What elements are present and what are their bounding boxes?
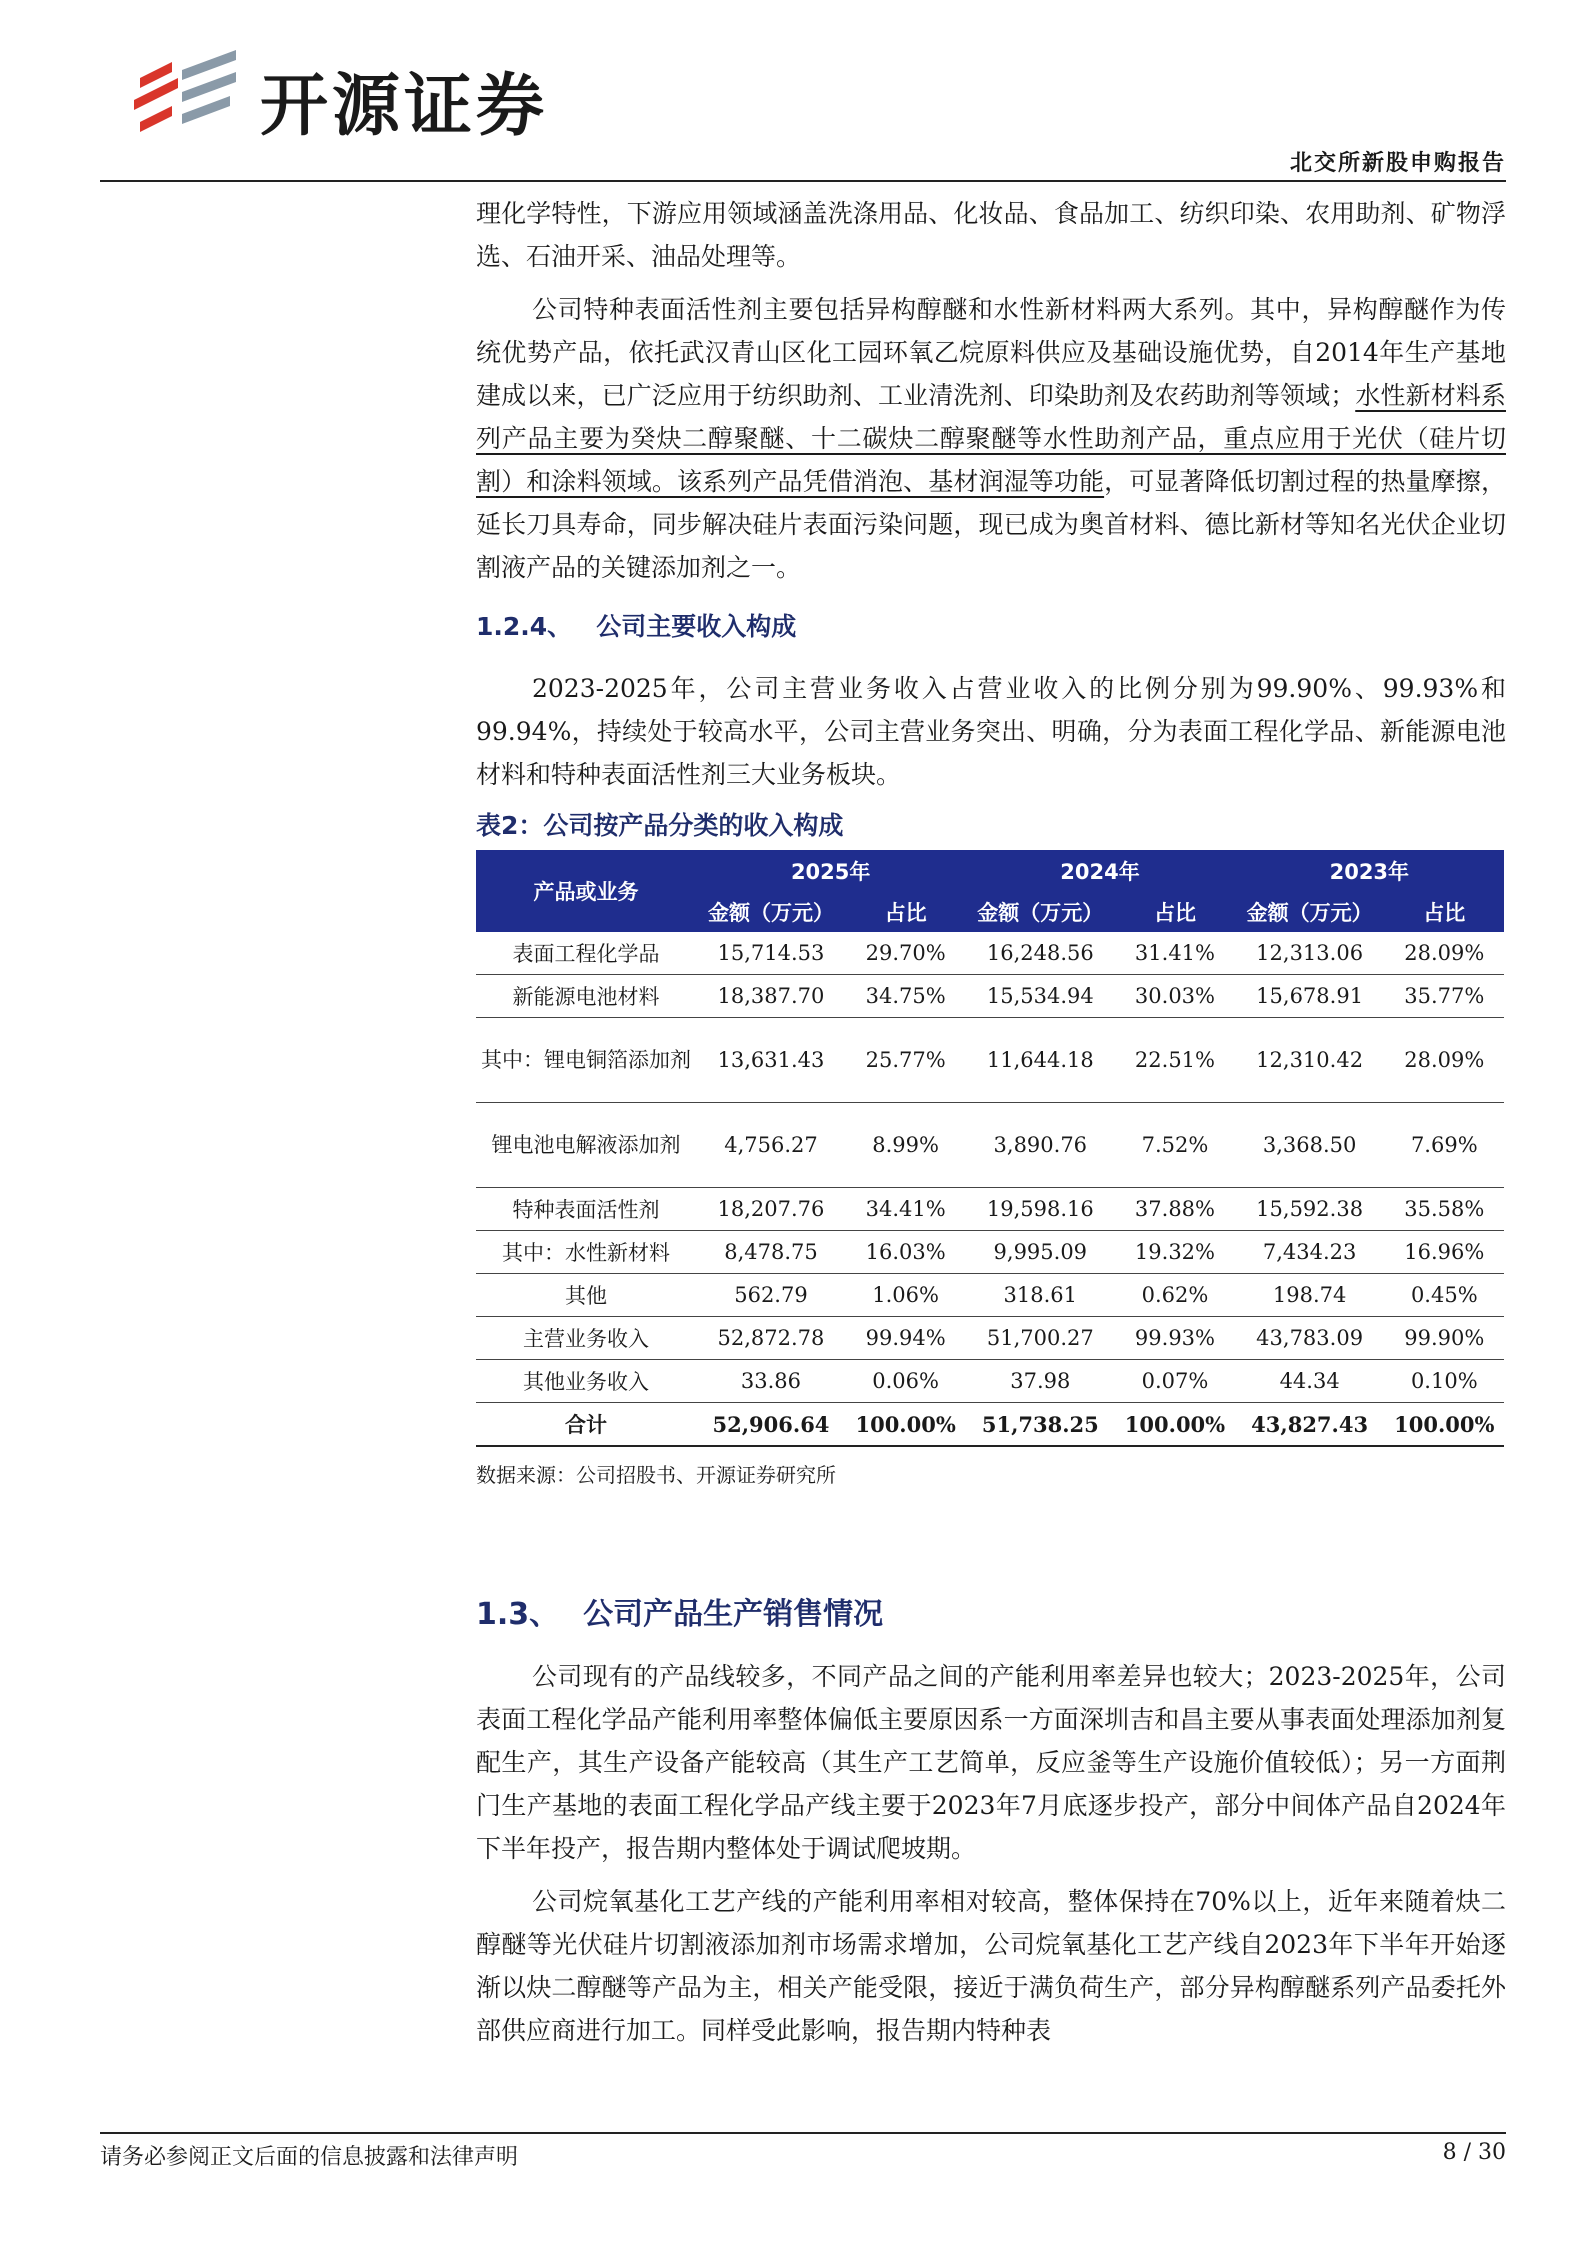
cell-amount: 4,756.27 (696, 1103, 846, 1188)
cell-amount: 15,534.94 (965, 975, 1115, 1018)
cell-ratio: 99.90% (1385, 1317, 1504, 1360)
row-label: 锂电池电解液添加剂 (476, 1103, 696, 1188)
cell-amount: 15,678.91 (1235, 975, 1385, 1018)
row-label: 合计 (476, 1403, 696, 1447)
cell-ratio: 7.69% (1385, 1103, 1504, 1188)
table-header-ratio: 占比 (1115, 891, 1234, 932)
table-header-ratio: 占比 (846, 891, 965, 932)
table-row (476, 1360, 1504, 1403)
cell-ratio: 34.75% (846, 975, 965, 1018)
cell-amount: 43,783.09 (1235, 1317, 1385, 1360)
cell-amount: 198.74 (1235, 1274, 1385, 1317)
paragraph-continued: 理化学特性，下游应用领域涵盖洗涤用品、化妆品、食品加工、纺织印染、农用助剂、矿物浮选、石油开采、油品处理等。 (476, 199, 1506, 271)
cell-ratio: 7.52% (1115, 1103, 1234, 1188)
cell-amount: 13,631.43 (696, 1018, 846, 1103)
footer-divider (100, 2132, 1506, 2134)
table-header-amount: 金额（万元） (696, 891, 846, 932)
cell-ratio: 1.06% (846, 1274, 965, 1317)
table-header-year: 2025年 (696, 850, 965, 891)
table-header-amount: 金额（万元） (965, 891, 1115, 932)
cell-ratio: 100.00% (846, 1403, 965, 1447)
cell-ratio: 16.03% (846, 1231, 965, 1274)
cell-amount: 12,313.06 (1235, 932, 1385, 975)
paragraph-alkoxylation: 公司烷氧基化工艺产线的产能利用率相对较高，整体保持在70%以上，近年来随着炔二醇醚等光伏硅片切割液添加剂市场需求增加，公司烷氧基化工艺产线自2023年下半年开始逐渐以炔二醇醚等产品为主，相关产能受限，接近于满负荷生产，部分异构醇醚系列产品委托外部供应商进行加工。同样受此影响，报告期内特种表 (476, 1887, 1506, 2045)
section-heading-1-3 (476, 1589, 1506, 1641)
table-row (476, 1274, 1504, 1317)
cell-ratio: 22.51% (1115, 1018, 1234, 1103)
paragraph-revenue-ratio: 2023-2025年，公司主营业务收入占营业收入的比例分别为99.90%、99.93%和99.94%，持续处于较高水平，公司主营业务突出、明确，分为表面工程化学品、新能源电池材料和特种表面活性剂三大业务板块。 (476, 674, 1506, 789)
row-label: 表面工程化学品 (476, 932, 696, 975)
cell-amount: 19,598.16 (965, 1188, 1115, 1231)
cell-ratio: 100.00% (1115, 1403, 1234, 1447)
cell-ratio: 19.32% (1115, 1231, 1234, 1274)
table-row (476, 1317, 1504, 1360)
page-number: 8 / 30 (1442, 2140, 1506, 2165)
cell-ratio: 35.77% (1385, 975, 1504, 1018)
row-label: 主营业务收入 (476, 1317, 696, 1360)
cell-ratio: 0.07% (1115, 1360, 1234, 1403)
cell-ratio: 0.10% (1385, 1360, 1504, 1403)
logo-mark-icon (132, 48, 242, 144)
section-number: 1.3、 (476, 1597, 560, 1632)
row-label: 特种表面活性剂 (476, 1188, 696, 1231)
table-caption: 表2：公司按产品分类的收入构成 (476, 811, 844, 840)
cell-ratio: 99.93% (1115, 1317, 1234, 1360)
cell-amount: 44.34 (1235, 1360, 1385, 1403)
cell-amount: 11,644.18 (965, 1018, 1115, 1103)
table-header-year: 2024年 (965, 850, 1234, 891)
section-title: 公司主要收入构成 (596, 612, 797, 641)
cell-amount: 3,368.50 (1235, 1103, 1385, 1188)
cell-ratio: 16.96% (1385, 1231, 1504, 1274)
cell-amount: 52,906.64 (696, 1403, 846, 1447)
cell-amount: 8,478.75 (696, 1231, 846, 1274)
cell-amount: 18,387.70 (696, 975, 846, 1018)
table-header-year: 2023年 (1235, 850, 1504, 891)
cell-amount: 37.98 (965, 1360, 1115, 1403)
cell-ratio: 29.70% (846, 932, 965, 975)
cell-amount: 12,310.42 (1235, 1018, 1385, 1103)
paragraph-capacity-utilization: 公司现有的产品线较多，不同产品之间的产能利用率差异也较大；2023-2025年，公司表面工程化学品产能利用率整体偏低主要原因系一方面深圳吉和昌主要从事表面处理添加剂复配生产，其生产设备产能较高（其生产工艺简单，反应釜等生产设施价值较低）；另一方面荆门生产基地的表面工程化学品产线主要于2023年7月底逐步投产，部分中间体产品自2024年下半年投产，报告期内整体处于调试爬坡期。 (476, 1662, 1506, 1863)
cell-ratio: 35.58% (1385, 1188, 1504, 1231)
row-label: 新能源电池材料 (476, 975, 696, 1018)
cell-ratio: 0.62% (1115, 1274, 1234, 1317)
cell-ratio: 28.09% (1385, 932, 1504, 975)
row-label: 其中：水性新材料 (476, 1231, 696, 1274)
cell-amount: 15,592.38 (1235, 1188, 1385, 1231)
report-type-label: 北交所新股申购报告 (1289, 151, 1506, 176)
cell-amount: 52,872.78 (696, 1317, 846, 1360)
table-header-amount: 金额（万元） (1235, 891, 1385, 932)
company-logo (132, 48, 602, 144)
header-divider (100, 180, 1506, 182)
cell-amount: 51,700.27 (965, 1317, 1115, 1360)
cell-ratio: 0.06% (846, 1360, 965, 1403)
table-row (476, 1231, 1504, 1274)
table-total-row (476, 1403, 1504, 1447)
cell-ratio: 30.03% (1115, 975, 1234, 1018)
table-header-product: 产品或业务 (476, 850, 696, 932)
cell-amount: 51,738.25 (965, 1403, 1115, 1447)
row-label: 其中：锂电铜箔添加剂 (476, 1018, 696, 1103)
cell-ratio: 99.94% (846, 1317, 965, 1360)
cell-ratio: 37.88% (1115, 1188, 1234, 1231)
table-row (476, 1018, 1504, 1103)
paragraph-segment: ，可显著降低切割过程的热量摩擦，延长刀具寿命，同步解决硅片表面污染问题，现已成为奥首材料、德比新材等知名光伏企业切割液产品的关键添加剂之一。 (476, 467, 1506, 582)
cell-amount: 16,248.56 (965, 932, 1115, 975)
section-heading-1-2-4 (476, 607, 1506, 647)
table-row (476, 1188, 1504, 1231)
cell-ratio: 8.99% (846, 1103, 965, 1188)
cell-amount: 3,890.76 (965, 1103, 1115, 1188)
main-content (476, 192, 1506, 2062)
cell-amount: 43,827.43 (1235, 1403, 1385, 1447)
table-row (476, 975, 1504, 1018)
footer-disclaimer: 请务必参阅正文后面的信息披露和法律声明 (100, 2145, 519, 2170)
cell-amount: 9,995.09 (965, 1231, 1115, 1274)
cell-ratio: 25.77% (846, 1018, 965, 1103)
data-source-note: 数据来源：公司招股书、开源证券研究所 (476, 1463, 836, 1487)
table-header-ratio: 占比 (1385, 891, 1504, 932)
row-label: 其他 (476, 1274, 696, 1317)
revenue-table (476, 850, 1504, 1447)
cell-amount: 33.86 (696, 1360, 846, 1403)
row-label: 其他业务收入 (476, 1360, 696, 1403)
paragraph-segment: 公司特种表面活性剂主要包括异构醇醚和水性新材料两大系列。其中，异构醇醚作为传统优势产品，依托武汉青山区化工园环氧乙烷原料供应及基础设施优势，自2014年生产基地建成以来，已广泛应用于纺织助剂、工业清洗剂、印染助剂及农药助剂等领域； (476, 295, 1506, 410)
cell-amount: 18,207.76 (696, 1188, 846, 1231)
cell-ratio: 28.09% (1385, 1018, 1504, 1103)
cell-ratio: 34.41% (846, 1188, 965, 1231)
underlined-segment: 水性新材料系列产品主要为癸炔二醇聚醚、十二碳炔二醇聚醚等水性助剂产品，重点应用于光伏（硅片切割）和涂料领域。该系列产品凭借消泡、基材润湿等功能 (476, 381, 1506, 496)
cell-amount: 7,434.23 (1235, 1231, 1385, 1274)
company-name: 开源证券 (260, 67, 549, 146)
section-title: 公司产品生产销售情况 (583, 1597, 884, 1632)
cell-ratio: 100.00% (1385, 1403, 1504, 1447)
cell-amount: 318.61 (965, 1274, 1115, 1317)
paragraph-special-surfactants (476, 288, 1506, 589)
table-row (476, 932, 1504, 975)
cell-amount: 562.79 (696, 1274, 846, 1317)
cell-ratio: 31.41% (1115, 932, 1234, 975)
table-row (476, 1103, 1504, 1188)
cell-ratio: 0.45% (1385, 1274, 1504, 1317)
section-number: 1.2.4、 (476, 612, 573, 641)
cell-amount: 15,714.53 (696, 932, 846, 975)
